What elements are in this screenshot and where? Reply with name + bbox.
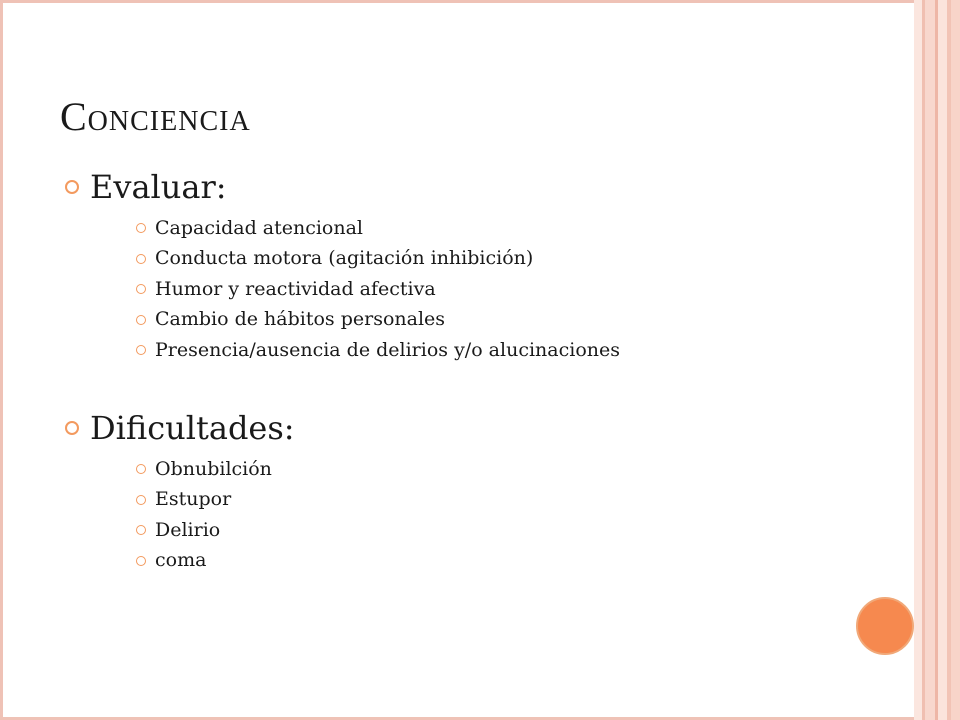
stripe (938, 0, 947, 720)
list-item-text: Presencia/ausencia de delirios y/o alucinaciones (155, 338, 620, 361)
slide-title: Conciencia (60, 94, 251, 139)
list-item (136, 274, 620, 305)
list-item (136, 546, 295, 577)
ring-bullet-icon (136, 223, 146, 233)
list-item-text: Capacidad atencional (155, 216, 364, 239)
section-heading-text: Evaluar: (90, 168, 227, 206)
list-item (136, 515, 295, 546)
bullet-list (60, 213, 620, 366)
list-item (136, 213, 620, 244)
bullet-list (60, 454, 295, 576)
list-item-text: Cambio de hábitos personales (155, 308, 446, 331)
list-item (136, 244, 620, 275)
section-dificultades (60, 406, 295, 576)
ring-bullet-icon (136, 345, 146, 355)
list-item (136, 305, 620, 336)
ring-bullet-icon (136, 315, 146, 325)
list-item (136, 485, 295, 516)
ring-bullet-icon (136, 525, 146, 535)
orange-circle-decoration (856, 597, 914, 655)
list-item (136, 335, 620, 366)
ring-bullet-icon (136, 254, 146, 264)
list-item-text: Estupor (155, 488, 232, 511)
decorative-stripes (914, 0, 960, 720)
section-heading-text: Dificultades: (90, 409, 295, 447)
list-item-text: Delirio (155, 518, 221, 541)
stripe (914, 0, 922, 720)
ring-bullet-icon (136, 495, 146, 505)
list-item (136, 454, 295, 485)
ring-bullet-icon (136, 556, 146, 566)
list-item-text: coma (155, 549, 207, 572)
list-item-text: Conducta motora (agitación inhibición) (155, 247, 534, 270)
section-evaluar (60, 165, 620, 366)
stripe (925, 0, 935, 720)
section-heading (60, 406, 295, 450)
stripe (951, 0, 960, 720)
list-item-text: Obnubilción (155, 457, 272, 480)
section-heading (60, 165, 620, 209)
ring-bullet-icon (136, 284, 146, 294)
ring-bullet-icon (136, 464, 146, 474)
ring-bullet-icon (65, 180, 79, 194)
list-item-text: Humor y reactividad afectiva (155, 277, 436, 300)
ring-bullet-icon (65, 421, 79, 435)
